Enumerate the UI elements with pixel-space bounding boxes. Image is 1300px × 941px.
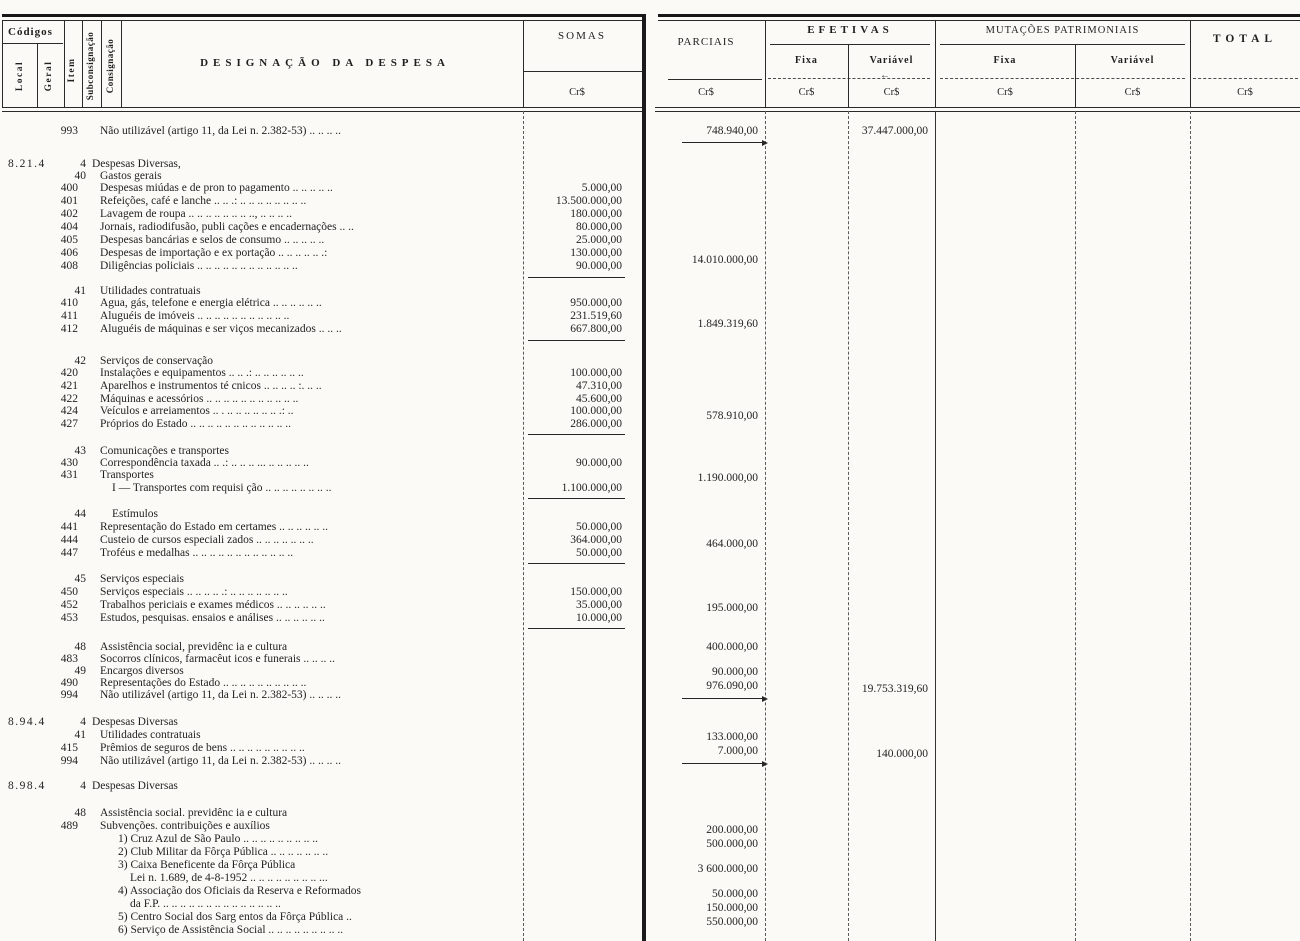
row-description: Próprios do Estado .. .. .. .. .. .. .. .. .. .. .. .. bbox=[100, 418, 292, 430]
row-description: Trabalhos periciais e exames médicos .. .. .. .. .. .. bbox=[100, 599, 326, 611]
row-description: Despesas Diversas bbox=[92, 716, 178, 728]
row-number: 43 bbox=[74, 445, 86, 457]
parciais-header-label: PARCIAIS bbox=[677, 36, 735, 48]
somas-subtotal-rule bbox=[528, 340, 625, 341]
row-code: 8.98.4 bbox=[8, 780, 46, 792]
codigos-header-label: Códigos bbox=[8, 26, 53, 38]
row-somas-value: 47.310,00 bbox=[576, 380, 622, 392]
row-description: 5) Centro Social dos Sarg entos da Fôrça Pública .. bbox=[118, 911, 352, 923]
row-number: 452 bbox=[60, 599, 78, 611]
row-somas-value: 1.100.000,00 bbox=[561, 482, 622, 494]
row-number: 415 bbox=[60, 742, 78, 754]
parciais-value: 133.000,00 bbox=[706, 731, 758, 743]
row-number: 405 bbox=[60, 234, 78, 246]
expense-row bbox=[0, 182, 650, 195]
row-somas-value: 950.000,00 bbox=[570, 297, 622, 309]
row-number: 400 bbox=[60, 182, 78, 194]
row-number: 431 bbox=[60, 469, 78, 481]
row-number: 453 bbox=[60, 612, 78, 624]
row-description: Jornais, radiodifusão, publi cações e encadernações .. .. bbox=[100, 221, 354, 233]
expense-row bbox=[0, 846, 650, 859]
expense-row bbox=[0, 872, 650, 885]
row-number: 412 bbox=[60, 323, 78, 335]
expense-row bbox=[0, 469, 650, 482]
row-number: 42 bbox=[74, 355, 86, 367]
row-description: Gastos gerais bbox=[100, 170, 162, 182]
parciais-divider-body bbox=[765, 111, 766, 941]
row-somas-value: 50.000,00 bbox=[576, 547, 622, 559]
row-somas-value: 35.000,00 bbox=[576, 599, 622, 611]
total-mid-rule bbox=[1193, 78, 1298, 79]
expense-row bbox=[0, 405, 650, 418]
row-number: 4 bbox=[80, 158, 86, 170]
row-somas-value: 231.519,60 bbox=[570, 310, 622, 322]
efetivas-variavel-currency-label: Cr$ bbox=[883, 87, 900, 98]
parciais-value: 976.090,00 bbox=[706, 680, 758, 692]
parciais-value: 1.190.000,00 bbox=[697, 472, 758, 484]
row-description: Utilidades contratuais bbox=[100, 729, 201, 741]
expense-row bbox=[0, 482, 650, 495]
row-description: Transportes bbox=[100, 469, 154, 481]
parciais-subtotal-rule bbox=[682, 142, 766, 143]
row-somas-value: 130.000,00 bbox=[570, 247, 622, 259]
parciais-value: 500.000,00 bbox=[706, 838, 758, 850]
row-somas-value: 364.000,00 bbox=[570, 534, 622, 546]
expense-row bbox=[0, 820, 650, 833]
row-code: 8.21.4 bbox=[8, 158, 46, 170]
mutacoes-fixa-label: Fixa bbox=[993, 55, 1017, 66]
row-number: 404 bbox=[60, 221, 78, 233]
expense-row bbox=[0, 508, 650, 521]
efetivas-variavel-value: 19.753.319,60 bbox=[861, 683, 928, 695]
mutacoes-mid-rule bbox=[940, 78, 1185, 79]
parciais-value: 578.910,00 bbox=[706, 410, 758, 422]
efetivas-variavel-value: 37.447.000,00 bbox=[861, 125, 928, 137]
expense-row bbox=[0, 234, 650, 247]
expense-row bbox=[0, 534, 650, 547]
row-somas-value: 13.500.000,00 bbox=[555, 195, 622, 207]
row-number: 441 bbox=[60, 521, 78, 533]
row-description: Aparelhos e instrumentos té cnicos .. .. .. .. :. .. .. bbox=[100, 380, 322, 392]
row-description: Despesas miúdas e de pron to pagamento .. .. .. .. .. bbox=[100, 182, 333, 194]
row-description: Veículos e arreiamentos .. . .. .. .. .. .. .. .: .. bbox=[100, 405, 294, 417]
row-description: Instalações e equipamentos .. .. .: .. .. .. .. .. .. bbox=[100, 367, 304, 379]
expense-row bbox=[0, 599, 650, 612]
expense-row bbox=[0, 780, 650, 793]
parciais-value: 14.010.000,00 bbox=[691, 254, 758, 266]
col-label-item: Item bbox=[67, 57, 77, 83]
expense-row bbox=[0, 807, 650, 820]
left-header-left-border bbox=[2, 21, 3, 107]
expense-row bbox=[0, 586, 650, 599]
parciais-value: 1.849.319,60 bbox=[697, 318, 758, 330]
row-description: 3) Caixa Beneficente da Fôrça Pública bbox=[118, 859, 296, 871]
row-number: 447 bbox=[60, 547, 78, 559]
mutacoes-underline bbox=[940, 44, 1185, 45]
somas-subtotal-rule bbox=[528, 277, 625, 278]
codigos-col-divider-4 bbox=[101, 21, 102, 107]
row-description: Encargos diversos bbox=[100, 665, 184, 677]
parciais-value: 200.000,00 bbox=[706, 824, 758, 836]
expense-row bbox=[0, 208, 650, 221]
codigos-col-divider-1 bbox=[37, 43, 38, 107]
parciais-value: 400.000,00 bbox=[706, 641, 758, 653]
mutacoes-variavel-currency-label: Cr$ bbox=[1124, 87, 1141, 98]
row-description: Utilidades contratuais bbox=[100, 285, 201, 297]
row-number: 994 bbox=[60, 755, 78, 767]
row-description: Serviços de conservação bbox=[100, 355, 214, 367]
row-number: 450 bbox=[60, 586, 78, 598]
row-description: Não utilizável (artigo 11, da Lei n. 2.382-53) .. .. .. .. bbox=[100, 125, 342, 137]
row-description: Refeições, café e lanche .. .. .: .. .. .. .. .. .. .. .. bbox=[100, 195, 307, 207]
efetivas-mid-rule bbox=[768, 78, 930, 79]
row-description: Diligências policiais .. .. .. .. .. .. .. .. .. .. .. .. bbox=[100, 260, 298, 272]
left-page-top-rule-2 bbox=[2, 20, 645, 21]
total-currency-label: Cr$ bbox=[1237, 87, 1253, 98]
parciais-value: 464.000,00 bbox=[706, 538, 758, 550]
row-number: 411 bbox=[61, 310, 78, 322]
somas-underline bbox=[523, 71, 643, 72]
expense-row bbox=[0, 755, 650, 768]
row-description: Aluguéis de máquinas e ser viços mecanizados .. .. .. bbox=[100, 323, 342, 335]
row-description: I — Transportes com requisi ção .. .. .. .. .. .. .. .. bbox=[112, 482, 332, 494]
expense-row bbox=[0, 573, 650, 586]
row-description: Despesas de importação e ex portação .. .. .. .. .. .: bbox=[100, 247, 328, 259]
row-somas-value: 50.000,00 bbox=[576, 521, 622, 533]
row-description: Serviços especiais bbox=[100, 573, 184, 585]
row-number: 402 bbox=[60, 208, 78, 220]
expense-row bbox=[0, 689, 650, 702]
row-number: 483 bbox=[60, 653, 78, 665]
row-description: Não utilizável (artigo 11, da Lei n. 2.382-53) .. .. .. .. bbox=[100, 689, 342, 701]
col-label-local: Local bbox=[15, 60, 25, 92]
total-divider-body bbox=[1190, 111, 1191, 941]
row-number: 48 bbox=[74, 641, 86, 653]
row-number: 427 bbox=[60, 418, 78, 430]
parciais-value: 748.940,00 bbox=[706, 125, 758, 137]
col-label-consignacao: Consignação bbox=[105, 38, 115, 94]
row-number: 444 bbox=[60, 534, 78, 546]
expense-row bbox=[0, 323, 650, 336]
mutacoes-header-label: MUTAÇÕES PATRIMONIAIS bbox=[985, 25, 1140, 36]
efetivas-header-label: EFETIVAS bbox=[807, 24, 893, 36]
row-number: 406 bbox=[60, 247, 78, 259]
row-number: 45 bbox=[74, 573, 86, 585]
row-number: 430 bbox=[60, 457, 78, 469]
expense-row bbox=[0, 833, 650, 846]
row-description: 1) Cruz Azul de São Paulo .. .. .. .. .. .. .. .. .. bbox=[118, 833, 318, 845]
parciais-currency-label: Cr$ bbox=[698, 87, 714, 98]
row-somas-value: 45.600,00 bbox=[576, 393, 622, 405]
somas-subtotal-rule bbox=[528, 498, 625, 499]
left-page-top-rule bbox=[2, 14, 645, 17]
parciais-value: 195.000,00 bbox=[706, 602, 758, 614]
row-description: Aluguéis de imóveis .. .. .. .. .. .. .. .. .. .. .. bbox=[100, 310, 290, 322]
row-description: Despesas bancárias e selos de consumo .. .. .. .. .. bbox=[100, 234, 325, 246]
row-description: Representações do Estado .. .. .. .. .. .. .. .. .. .. bbox=[100, 677, 307, 689]
efetivas-variavel-label: Variável bbox=[869, 55, 914, 66]
row-number: 489 bbox=[60, 820, 78, 832]
row-description: Estudos, pesquisas. ensaios e análises .. .. .. .. .. .. bbox=[100, 612, 325, 624]
row-description: Serviços especiais .. .. .. .. .: .. .. .. .. .. .. .. bbox=[100, 586, 288, 598]
row-somas-value: 80.000,00 bbox=[576, 221, 622, 233]
row-description: Socorros clínicos, farmacêut icos e funerais .. .. .. .. bbox=[100, 653, 336, 665]
somas-subtotal-rule bbox=[528, 563, 625, 564]
row-description: Máquinas e acessórios .. .. .. .. .. .. .. .. .. .. .. bbox=[100, 393, 299, 405]
row-number: 408 bbox=[60, 260, 78, 272]
row-description: Representação do Estado em certames .. .. .. .. .. .. bbox=[100, 521, 329, 533]
row-number: 4 bbox=[80, 716, 86, 728]
expense-row bbox=[0, 885, 650, 898]
row-description: Lei n. 1.689, de 4-8-1952 .. .. .. .. .. .. .. .. ... bbox=[130, 872, 328, 884]
parciais-value: 550.000,00 bbox=[706, 916, 758, 928]
row-somas-value: 10.000,00 bbox=[576, 612, 622, 624]
mut-fixa-divider-body bbox=[1075, 111, 1076, 941]
expense-row bbox=[0, 612, 650, 625]
row-somas-value: 150.000,00 bbox=[570, 586, 622, 598]
expense-row bbox=[0, 310, 650, 323]
row-number: 401 bbox=[60, 195, 78, 207]
parciais-value: 90.000,00 bbox=[712, 666, 758, 678]
row-somas-value: 25.000,00 bbox=[576, 234, 622, 246]
right-page-top-rule-2 bbox=[658, 20, 1300, 21]
row-description: Não utilizável (artigo 11, da Lei n. 2.382-53) .. .. .. .. bbox=[100, 755, 342, 767]
col-label-subconsignacao: Subconsignação bbox=[85, 31, 95, 101]
parciais-value: 3 600.000,00 bbox=[697, 863, 758, 875]
expense-row bbox=[0, 418, 650, 431]
row-description: Despesas Diversas bbox=[92, 780, 178, 792]
row-number: 420 bbox=[60, 367, 78, 379]
expense-row bbox=[0, 195, 650, 208]
row-number: 421 bbox=[60, 380, 78, 392]
left-header-bottom-rule bbox=[2, 107, 645, 108]
efetivas-variavel-value: 140.000,00 bbox=[876, 748, 928, 760]
row-description: Despesas Diversas, bbox=[92, 158, 181, 170]
parciais-subtotal-rule bbox=[682, 698, 766, 699]
row-somas-value: 90.000,00 bbox=[576, 457, 622, 469]
row-number: 44 bbox=[74, 508, 86, 520]
row-description: Estímulos bbox=[112, 508, 159, 520]
parciais-mid-rule bbox=[668, 79, 762, 80]
mutacoes-fixa-currency-label: Cr$ bbox=[997, 87, 1013, 98]
row-number: 41 bbox=[74, 285, 86, 297]
row-number: 4 bbox=[80, 780, 86, 792]
row-description: Custeio de cursos especiali zados .. .. .. .. .. .. .. bbox=[100, 534, 314, 546]
row-description: Lavagem de roupa .. .. .. .. .. .. .. .., .. .. .. .. bbox=[100, 208, 292, 220]
efetivas-fixa-divider-body bbox=[848, 111, 849, 941]
expense-row bbox=[0, 898, 650, 911]
expense-row bbox=[0, 924, 650, 937]
right-header-bottom-rule bbox=[655, 107, 1300, 108]
row-description: Agua, gás, telefone e energia elétrica .. .. .. .. .. .. bbox=[100, 297, 322, 309]
mutacoes-variavel-label: Variável bbox=[1110, 55, 1155, 66]
expense-row bbox=[0, 260, 650, 273]
row-description: Assistência social, previdênc ia e cultura bbox=[100, 641, 288, 653]
row-number: 490 bbox=[60, 677, 78, 689]
expense-row bbox=[0, 729, 650, 742]
expense-row bbox=[0, 380, 650, 393]
total-header-label: TOTAL bbox=[1212, 33, 1278, 45]
row-description: 4) Associação dos Oficiais da Reserva e Reformados bbox=[118, 885, 362, 897]
codigos-col-divider-3 bbox=[82, 21, 83, 107]
right-header-bottom-rule-2 bbox=[655, 111, 1300, 112]
row-description: Comunicações e transportes bbox=[100, 445, 230, 457]
parciais-value: 150.000,00 bbox=[706, 902, 758, 914]
expense-row bbox=[0, 742, 650, 755]
row-number: 41 bbox=[74, 729, 86, 741]
expense-row bbox=[0, 521, 650, 534]
row-description: 6) Serviço de Assistência Social .. .. .. .. .. .. .. .. .. bbox=[118, 924, 344, 936]
right-page-top-rule bbox=[658, 14, 1300, 17]
col-label-geral: Geral bbox=[44, 60, 54, 92]
arrow-left-icon: ← bbox=[880, 70, 890, 81]
row-description: Troféus e medalhas .. .. .. .. .. .. .. .. .. .. .. .. bbox=[100, 547, 294, 559]
parciais-value: 7.000,00 bbox=[717, 745, 758, 757]
efetivas-fixa-currency-label: Cr$ bbox=[798, 87, 815, 98]
efetivas-fixa-label: Fixa bbox=[795, 55, 818, 66]
parciais-value: 50.000,00 bbox=[712, 888, 758, 900]
row-number: 48 bbox=[74, 807, 86, 819]
row-description: Prêmios de seguros de bens .. .. .. .. .. .. .. .. .. bbox=[100, 742, 305, 754]
row-number: 993 bbox=[60, 125, 78, 137]
row-number: 994 bbox=[60, 689, 78, 701]
expense-row bbox=[0, 859, 650, 872]
row-number: 40 bbox=[74, 170, 86, 182]
row-somas-value: 5.000,00 bbox=[581, 182, 622, 194]
row-somas-value: 667.800,00 bbox=[570, 323, 622, 335]
expense-row bbox=[0, 221, 650, 234]
row-number: 49 bbox=[74, 665, 86, 677]
expense-row bbox=[0, 247, 650, 260]
somas-subtotal-rule bbox=[528, 434, 625, 435]
row-description: Correspondência taxada .. .: .. .. .. ... .. .. .. .. .. bbox=[100, 457, 309, 469]
expense-row bbox=[0, 547, 650, 560]
left-header-bottom-rule-2 bbox=[2, 111, 645, 112]
row-somas-value: 286.000,00 bbox=[570, 418, 622, 430]
row-somas-value: 180.000,00 bbox=[570, 208, 622, 220]
row-number: 422 bbox=[60, 393, 78, 405]
expense-row bbox=[0, 716, 650, 729]
efetivas-mut-divider-body bbox=[935, 111, 936, 941]
row-somas-value: 100.000,00 bbox=[570, 367, 622, 379]
row-description: 2) Club Militar da Fôrça Pública .. .. .. .. .. .. .. bbox=[118, 846, 329, 858]
row-somas-value: 100.000,00 bbox=[570, 405, 622, 417]
expense-row bbox=[0, 297, 650, 310]
expense-row bbox=[0, 125, 650, 138]
somas-header-label: SOMAS bbox=[558, 30, 606, 42]
row-number: 410 bbox=[60, 297, 78, 309]
designacao-header-label: DESIGNAÇÃO DA DESPESA bbox=[200, 57, 450, 69]
row-description: da F.P. .. .. .. .. .. .. .. .. .. .. .. .. .. .. bbox=[130, 898, 281, 910]
somas-subtotal-rule bbox=[528, 628, 625, 629]
row-number: 424 bbox=[60, 405, 78, 417]
codigos-col-divider-5 bbox=[121, 21, 122, 107]
row-description: Assistência social. previdênc ia e cultura bbox=[100, 807, 288, 819]
codigos-col-divider-2 bbox=[64, 21, 65, 107]
expense-row bbox=[0, 911, 650, 924]
expense-row bbox=[0, 367, 650, 380]
row-code: 8.94.4 bbox=[8, 716, 46, 728]
row-description: Subvenções. contribuições e auxílios bbox=[100, 820, 270, 832]
parciais-subtotal-rule bbox=[682, 763, 766, 764]
row-somas-value: 90.000,00 bbox=[576, 260, 622, 272]
efetivas-underline bbox=[770, 44, 930, 45]
somas-currency-label: Cr$ bbox=[569, 87, 585, 98]
